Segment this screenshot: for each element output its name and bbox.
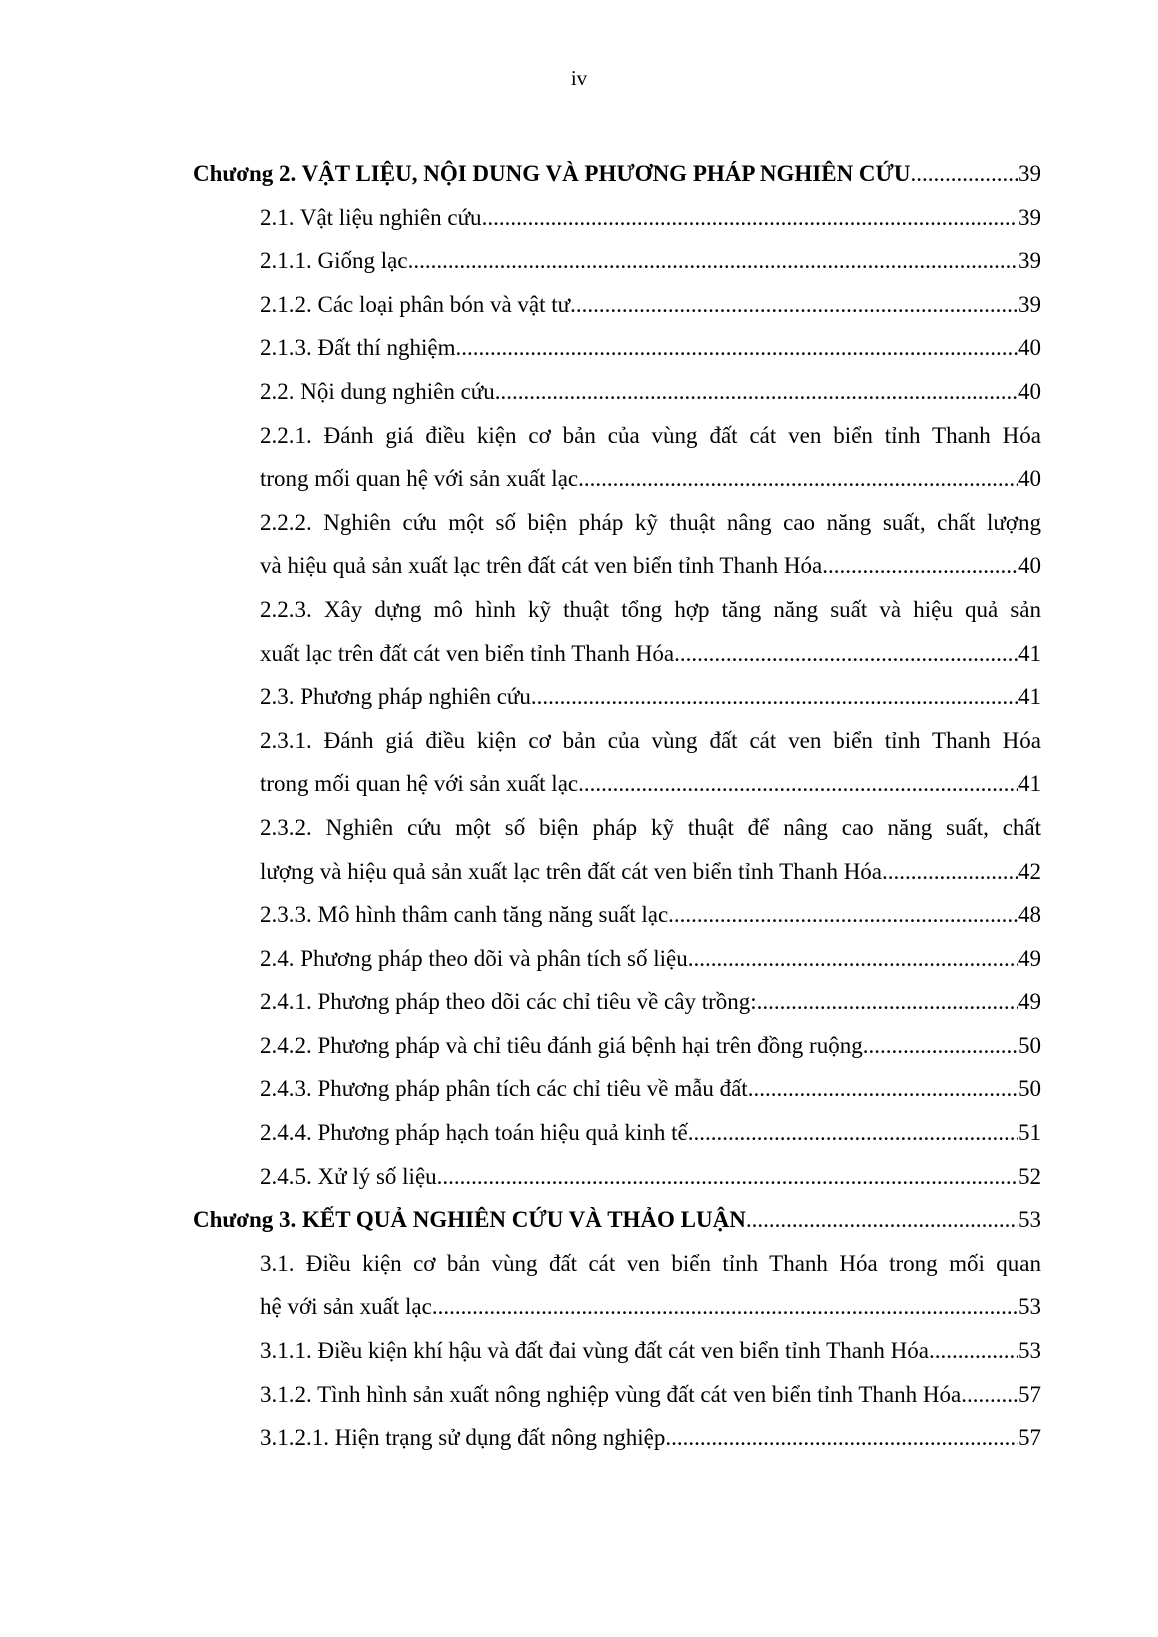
- toc-page-number: 40: [1018, 335, 1041, 361]
- toc-dot-leader: [748, 1067, 1018, 1111]
- toc-page-number: 40: [1018, 378, 1041, 404]
- toc-dot-leader: [437, 1155, 1018, 1199]
- toc-entry-title: 2.3.3. Mô hình thâm canh tăng năng suất lạc: [260, 902, 669, 928]
- toc-section-entry[interactable]: [193, 1111, 1041, 1155]
- table-of-contents: [193, 152, 1041, 1460]
- toc-entry-title: 2.4.5. Xử lý số liệu: [260, 1163, 437, 1189]
- toc-dot-leader: [455, 326, 1018, 370]
- toc-entry-title: xuất lạc trên đất cát ven biển tỉnh Thanh Hóa.: [260, 640, 680, 666]
- toc-entry-title: 2.4. Phương pháp theo dõi và phân tích số liệu: [260, 945, 688, 971]
- toc-dot-leader: [688, 1111, 1018, 1155]
- toc-page-number: 42: [1018, 858, 1041, 884]
- toc-dot-leader: [482, 196, 1018, 240]
- toc-section-entry[interactable]: [193, 196, 1041, 240]
- toc-dot-leader: [578, 457, 1018, 501]
- toc-dot-leader: [961, 1373, 1018, 1417]
- toc-section-entry[interactable]: [193, 1416, 1041, 1460]
- toc-entry-title: 2.1.1. Giống lạc: [260, 248, 408, 274]
- toc-section-entry[interactable]: [193, 806, 1041, 893]
- toc-dot-leader: [668, 893, 1018, 937]
- toc-page-number: 48: [1018, 902, 1041, 928]
- toc-page-number: 53: [1018, 1338, 1041, 1364]
- toc-section-entry[interactable]: [193, 283, 1041, 327]
- toc-page-number: 50: [1018, 1032, 1041, 1058]
- toc-dot-leader: [495, 370, 1018, 414]
- toc-page-number: 39: [1018, 161, 1041, 186]
- toc-dot-leader: [680, 632, 1018, 676]
- toc-section-entry[interactable]: [193, 501, 1041, 588]
- toc-chapter-entry[interactable]: [193, 152, 1041, 196]
- toc-section-entry[interactable]: [193, 980, 1041, 1024]
- toc-chapter-label: Chương 2: [193, 161, 291, 186]
- toc-page-number: 41: [1018, 684, 1041, 710]
- toc-section-entry[interactable]: [193, 675, 1041, 719]
- toc-entry-title: lượng và hiệu quả sản xuất lạc trên đất cát ven biển tỉnh Thanh Hóa: [260, 858, 883, 884]
- toc-entry-title-first-line: 3.1. Điều kiện cơ bản vùng đất cát ven biển tỉnh Thanh Hóa trong mối quan: [260, 1250, 1041, 1276]
- toc-section-entry[interactable]: [193, 719, 1041, 806]
- toc-entry-title: hệ với sản xuất lạc: [260, 1294, 432, 1320]
- toc-entry-title: 2.1.2. Các loại phân bón và vật tư: [260, 291, 571, 317]
- toc-section-entry[interactable]: [193, 326, 1041, 370]
- toc-page-number: 52: [1018, 1163, 1041, 1189]
- toc-page-number: 57: [1018, 1425, 1041, 1451]
- toc-page-number: 41: [1018, 771, 1041, 797]
- toc-section-entry[interactable]: [193, 239, 1041, 283]
- toc-dot-leader: [882, 850, 1018, 894]
- toc-entry-title: trong mối quan hệ với sản xuất lạc: [260, 771, 579, 797]
- toc-page-number: 40: [1018, 553, 1041, 579]
- toc-page-number: 53: [1018, 1207, 1041, 1233]
- toc-entry-title: 2.4.4. Phương pháp hạch toán hiệu quả kinh tế: [260, 1120, 688, 1146]
- toc-entry-title: trong mối quan hệ với sản xuất lạc: [260, 466, 579, 492]
- toc-chapter-label: Chương 3: [193, 1207, 291, 1233]
- toc-section-entry[interactable]: [193, 370, 1041, 414]
- toc-entry-title-first-line: 2.2.2. Nghiên cứu một số biện pháp kỹ thuật nâng cao năng suất, chất lượng: [260, 509, 1041, 535]
- toc-section-entry[interactable]: [193, 1024, 1041, 1068]
- toc-page-number: 57: [1018, 1381, 1041, 1407]
- toc-page-number: 39: [1018, 204, 1041, 230]
- toc-entry-title: 3.1.2.1. Hiện trạng sử dụng đất nông nghiệp: [260, 1425, 666, 1451]
- toc-entry-title-first-line: 2.2.3. Xây dựng mô hình kỹ thuật tổng hợp tăng năng suất và hiệu quả sản: [260, 596, 1041, 622]
- toc-section-entry[interactable]: [193, 414, 1041, 501]
- toc-entry-title: 3.1.2. Tình hình sản xuất nông nghiệp vùng đất cát ven biển tỉnh Thanh Hóa: [260, 1381, 962, 1407]
- toc-dot-leader: [578, 762, 1018, 806]
- toc-entry-title-first-line: 2.3.1. Đánh giá điều kiện cơ bản của vùng đất cát ven biển tỉnh Thanh Hóa: [260, 727, 1041, 753]
- toc-section-entry[interactable]: [193, 1329, 1041, 1373]
- toc-page-number: 39: [1018, 248, 1041, 274]
- toc-entry-title: 2.1. Vật liệu nghiên cứu: [260, 204, 482, 230]
- toc-page-number: 53: [1018, 1294, 1041, 1320]
- toc-dot-leader: [822, 544, 1018, 588]
- toc-dot-leader: [570, 283, 1018, 327]
- toc-entry-title: 3.1.1. Điều kiện khí hậu và đất đai vùng đất cát ven biển tỉnh Thanh Hóa: [260, 1338, 929, 1364]
- toc-entry-title: . VẬT LIỆU, NỘI DUNG VÀ PHƯƠNG PHÁP NGHIÊN CỨU: [290, 161, 911, 186]
- toc-dot-leader: [531, 675, 1018, 719]
- toc-page-number: 40: [1018, 466, 1041, 492]
- toc-dot-leader: [757, 980, 1018, 1024]
- toc-page-number: 39: [1018, 291, 1041, 317]
- toc-entry-title: và hiệu quả sản xuất lạc trên đất cát ven biển tỉnh Thanh Hóa: [260, 553, 823, 579]
- toc-dot-leader: [408, 239, 1018, 283]
- toc-page-number: 49: [1018, 989, 1041, 1015]
- toc-dot-leader: [746, 1198, 1018, 1242]
- toc-section-entry[interactable]: [193, 1155, 1041, 1199]
- toc-entry-title: 2.4.3. Phương pháp phân tích các chỉ tiêu về mẫu đất: [260, 1076, 748, 1102]
- toc-dot-leader: [863, 1024, 1018, 1068]
- toc-chapter-entry[interactable]: [193, 1198, 1041, 1242]
- toc-entry-title-first-line: 2.2.1. Đánh giá điều kiện cơ bản của vùng đất cát ven biển tỉnh Thanh Hóa: [260, 422, 1041, 448]
- toc-entry-title: . KẾT QUẢ NGHIÊN CỨU VÀ THẢO LUẬN: [290, 1207, 746, 1233]
- toc-entry-title: 2.1.3. Đất thí nghiệm: [260, 335, 456, 361]
- toc-section-entry[interactable]: [193, 1067, 1041, 1111]
- toc-entry-title-first-line: 2.3.2. Nghiên cứu một số biện pháp kỹ thuật để nâng cao năng suất, chất: [260, 814, 1041, 840]
- toc-dot-leader: [688, 937, 1018, 981]
- toc-entry-title: 2.4.1. Phương pháp theo dõi các chỉ tiêu về cây trồng:: [260, 989, 757, 1015]
- toc-dot-leader: [665, 1416, 1018, 1460]
- toc-entry-title: 2.4.2. Phương pháp và chỉ tiêu đánh giá bệnh hại trên đồng ruộng: [260, 1032, 863, 1058]
- toc-page-number: 50: [1018, 1076, 1041, 1102]
- toc-section-entry[interactable]: [193, 937, 1041, 981]
- toc-section-entry[interactable]: [193, 588, 1041, 675]
- toc-section-entry[interactable]: [193, 893, 1041, 937]
- toc-entry-title: 2.2. Nội dung nghiên cứu: [260, 378, 495, 404]
- toc-section-entry[interactable]: [193, 1373, 1041, 1417]
- toc-dot-leader: [929, 1329, 1018, 1373]
- toc-dot-leader: [432, 1285, 1018, 1329]
- toc-section-entry[interactable]: [193, 1242, 1041, 1329]
- toc-page-number: 49: [1018, 945, 1041, 971]
- page-number: iv: [570, 66, 588, 90]
- toc-entry-title: 2.3. Phương pháp nghiên cứu: [260, 684, 531, 710]
- toc-dot-leader: [910, 152, 1018, 196]
- toc-page-number: 41: [1018, 640, 1041, 666]
- toc-page-number: 51: [1018, 1120, 1041, 1146]
